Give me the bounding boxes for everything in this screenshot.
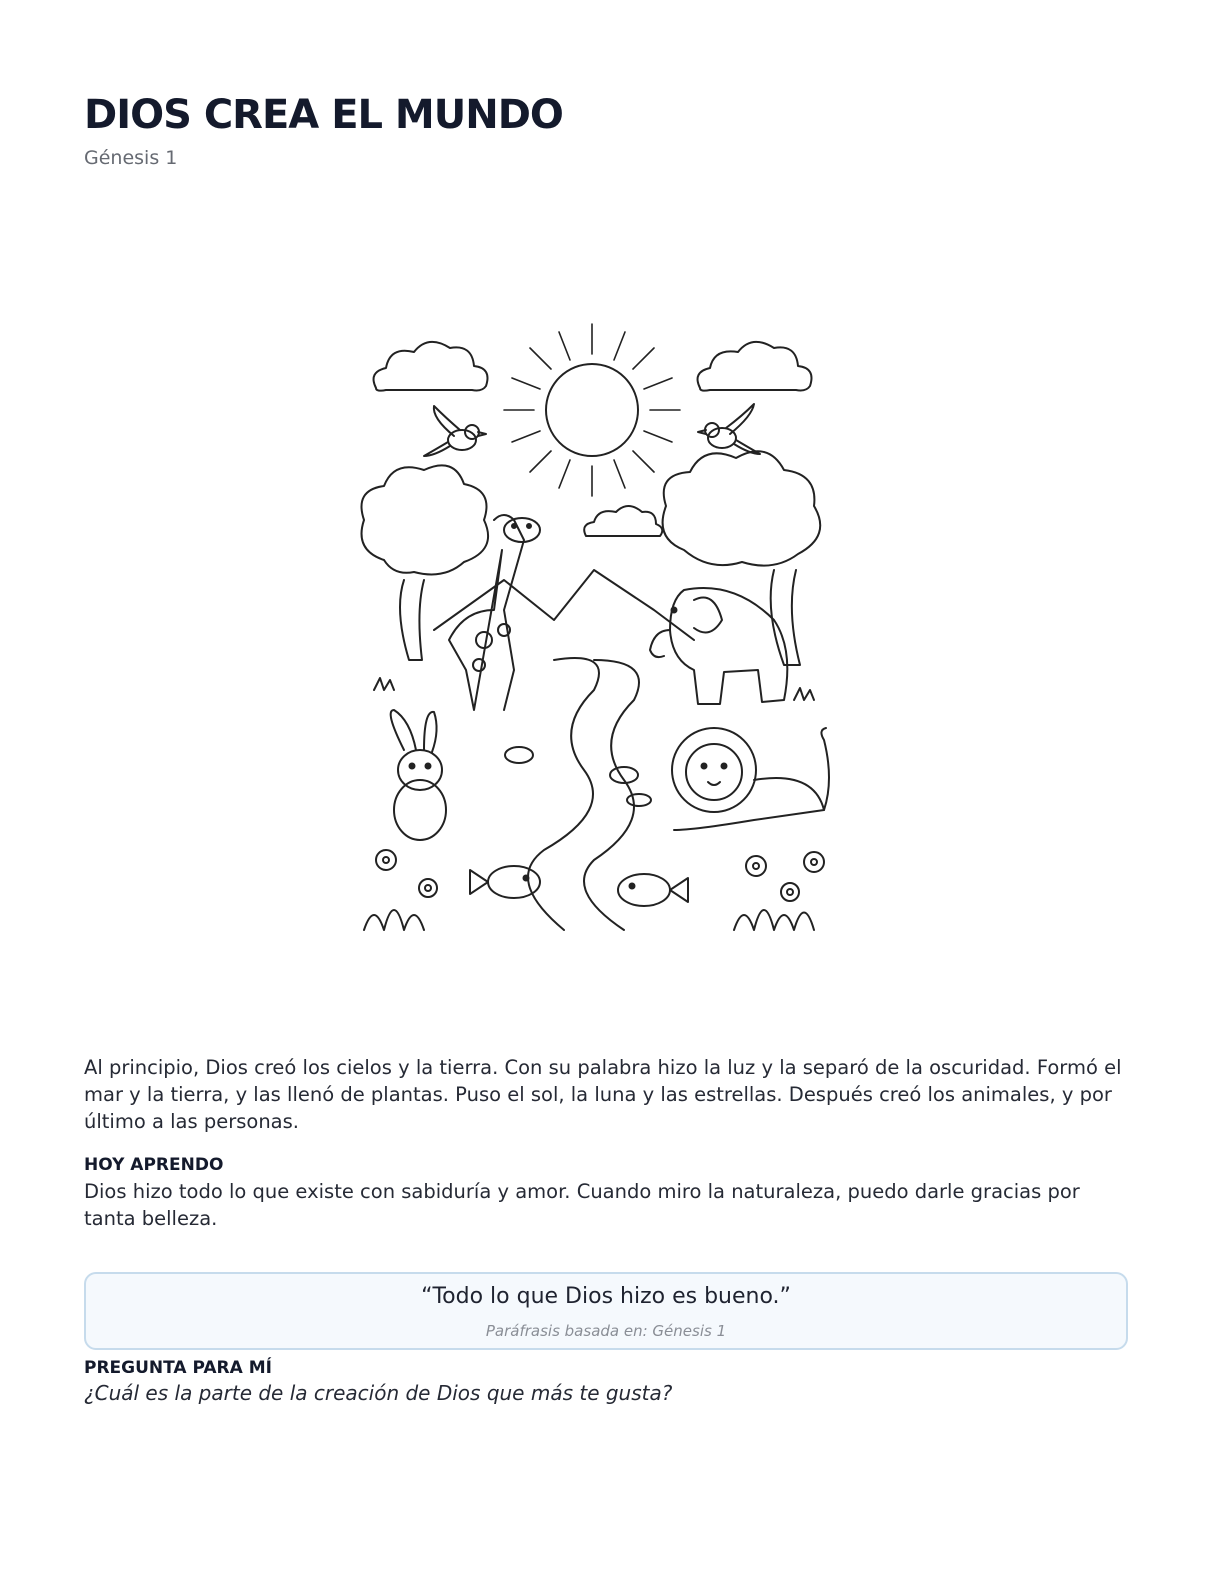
rabbit <box>391 710 446 840</box>
question-heading: PREGUNTA PARA MÍ <box>84 1358 272 1378</box>
elephant <box>650 588 787 704</box>
cloud-small <box>584 506 662 536</box>
bible-reference: Génesis 1 <box>84 147 178 169</box>
learn-heading: HOY APRENDO <box>84 1155 224 1175</box>
mountains <box>434 570 694 640</box>
flowers-left <box>364 850 437 930</box>
bird-right <box>698 404 760 454</box>
coloring-illustration <box>354 310 854 935</box>
cloud-right <box>698 342 812 391</box>
memory-verse-reference: Paráfrasis basada en: Génesis 1 <box>485 1322 727 1340</box>
memory-verse-box <box>84 1272 1128 1350</box>
bird-left <box>424 406 486 456</box>
lion <box>672 728 829 830</box>
tree-left <box>362 465 489 660</box>
memory-verse-text: “Todo lo que Dios hizo es bueno.” <box>421 1284 791 1309</box>
fish-right <box>618 874 688 906</box>
giraffe <box>449 515 540 710</box>
sun-drawing <box>504 324 680 496</box>
cloud-left <box>374 342 488 391</box>
river <box>528 658 599 930</box>
page-title: DIOS CREA EL MUNDO <box>84 92 563 138</box>
learn-text: Dios hizo todo lo que existe con sabiduría y amor. Cuando miro la naturaleza, puedo darle gracias por tanta belleza. <box>84 1180 1080 1230</box>
story-paragraph: Al principio, Dios creó los cielos y la tierra. Con su palabra hizo la luz y la separó de la oscuridad. Formó el mar y la tierra, y las llenó de plantas. Puso el sol, la luna y las estrellas. Después creó los animales, y por último a las personas. <box>84 1056 1122 1133</box>
question-text: ¿Cuál es la parte de la creación de Dios que más te gusta? <box>84 1381 673 1405</box>
flowers-right <box>734 852 824 930</box>
